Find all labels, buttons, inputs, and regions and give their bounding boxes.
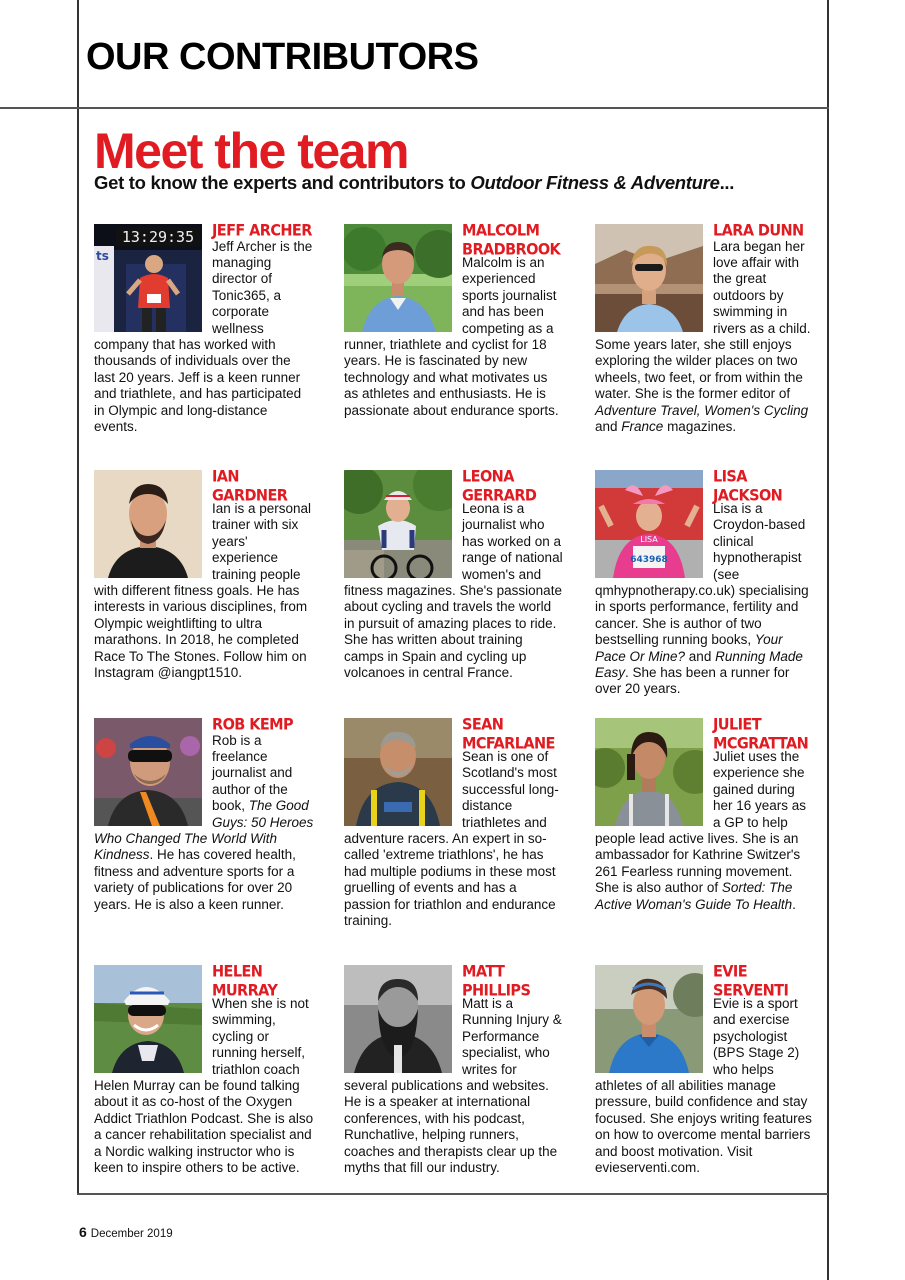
contributor-name: EVIE SERVENTI <box>713 963 789 1000</box>
contributor-card <box>94 468 314 681</box>
contributor-name: LARA DUNN <box>713 222 804 240</box>
contributor-bio: When she is not swimming, cycling or running herself, triathlon coach Helen Murray can be found talking about it as co-host of the Oxygen Addict Triathlon Podcast. She is also a cancer rehabilitation specialist and a Nordic walking instructor who is keen to inspire others to be active. <box>94 996 314 1176</box>
contributor-name: LEONA GERRARD <box>462 468 537 505</box>
svg-text:ts: ts <box>96 249 109 263</box>
contributor-card <box>595 468 815 698</box>
header-rule <box>0 107 829 109</box>
contributor-bio: Lara began her love affair with the great outdoors by swimming in rivers as a child. Some years later, she still enjoys exploring the wilder places on two wheels, two feet, or from within the water. She is the former editor of Adventure Travel, Women's Cycling and France magazines. <box>595 238 811 434</box>
contributor-card <box>94 963 314 1176</box>
contributor-name: ROB KEMP <box>212 716 293 734</box>
right-margin-rule <box>827 0 829 1280</box>
footer-rule <box>77 1193 828 1195</box>
contributor-bio: Leona is a journalist who has worked on a range of national women's and fitness magazines. She's passionate about cycling and travels the world in pursuit of amazing places to ride. She has written about training camps in Spain and cycling up volcanoes in central France. <box>344 501 563 681</box>
contributor-bio: Juliet uses the experience she gained during her 16 years as a GP to help people lead active lives. She is an ambassador for Kathrine Switzer's 261 Fearless running movement. She is also author of Sorted: The Active Woman's Guide To Health. <box>595 749 807 912</box>
contributor-bio: Lisa is a Croydon-based clinical hypnotherapist (see qmhypnotherapy.co.uk) specialising in sports performance, fertility and cancer. She is author of two bestselling running books, Your Pace Or Mine? and Running Made Easy. She has been a runner for over 20 years. <box>595 501 809 697</box>
issue-date: December 2019 <box>90 1228 173 1240</box>
contributor-name: IAN GARDNER <box>212 468 288 505</box>
contributor-card <box>344 468 564 681</box>
contributor-bio: Ian is a personal trainer with six years' experience training people with different fitness goals. He has interests in various disciplines, from Olympic weightlifting to ultra marathons. In 2018, he completed Race To The Stones. Follow him on Instagram @iangpt1510. <box>94 501 312 681</box>
contributor-bio: Jeff Archer is the managing director of Tonic365, a corporate wellness company that has worked with thousands of individuals over the last 20 years. Jeff is a keen runner and triathlete, and has participated in Olympic and long-distance events. <box>94 238 313 434</box>
contributor-bio: Matt is a Running Injury & Performance specialist, who writes for several publications and websites. He is a speaker at international conferences, with his podcast, Runchatlive, helping runners, coaches and therapists clear up the myths that fill our industry. <box>344 996 562 1176</box>
contributor-bio: Sean is one of Scotland's most successful long-distance triathletes and adventure racers. An expert in so-called 'extreme triathlons', he has had multiple podiums in these most gruelling of events and has a passion for triathlon and endurance training. <box>344 749 559 929</box>
contributor-name: SEAN MCFARLANE <box>462 716 555 753</box>
contributor-bio: Rob is a freelance journalist and author of the book, The Good Guys: 50 Heroes Who Changed The World With Kindness. He has covered health, fitness and adventure sports for a variety of publications for over 20 years. He is also a keen runner. <box>94 732 314 912</box>
contributor-card <box>94 716 314 913</box>
contributor-card <box>595 716 815 913</box>
magazine-name: Outdoor Fitness & Adventure <box>470 172 720 193</box>
contributor-name: JULIET MCGRATTAN <box>713 716 809 753</box>
contributor-name: HELEN MURRAY <box>212 963 278 1000</box>
contributor-name: MALCOLM BRADBROOK <box>462 222 561 259</box>
contributor-card <box>344 963 564 1176</box>
contributor-bio: Malcolm is an experienced sports journalist and has been competing as a runner, triathlete and cyclist for 18 years. He is fascinated by new technology and what motivates us as athletes and enthusiasts. He is passionate about endurance sports. <box>344 255 559 418</box>
contributor-card <box>595 963 815 1176</box>
svg-text:643968: 643968 <box>630 555 668 565</box>
contributor-bio: Evie is a sport and exercise psychologist (BPS Stage 2) who helps athletes of all abilities manage pressure, build confidence and stay focused. She enjoys writing features on how to overcome mental barriers and boost motivation. Visit evieserventi.com. <box>595 996 812 1176</box>
page-number: 6 <box>79 1224 87 1240</box>
contributor-name: LISA JACKSON <box>713 468 783 505</box>
page-title: Meet the team <box>94 123 408 179</box>
svg-text:13:29:35: 13:29:35 <box>121 228 195 246</box>
page-footer <box>79 1224 173 1240</box>
contributor-name: JEFF ARCHER <box>212 222 312 240</box>
page-subtitle: Get to know the experts and contributors to Outdoor Fitness & Adventure... <box>94 172 735 193</box>
contributor-name: MATT PHILLIPS <box>462 963 531 1000</box>
left-margin-rule <box>77 0 79 1194</box>
section-heading: OUR CONTRIBUTORS <box>86 36 479 78</box>
contributor-card <box>595 222 815 435</box>
contributor-card <box>344 222 564 419</box>
contributor-card <box>94 222 314 435</box>
svg-text:LISA: LISA <box>640 535 658 544</box>
contributor-card <box>344 716 564 929</box>
